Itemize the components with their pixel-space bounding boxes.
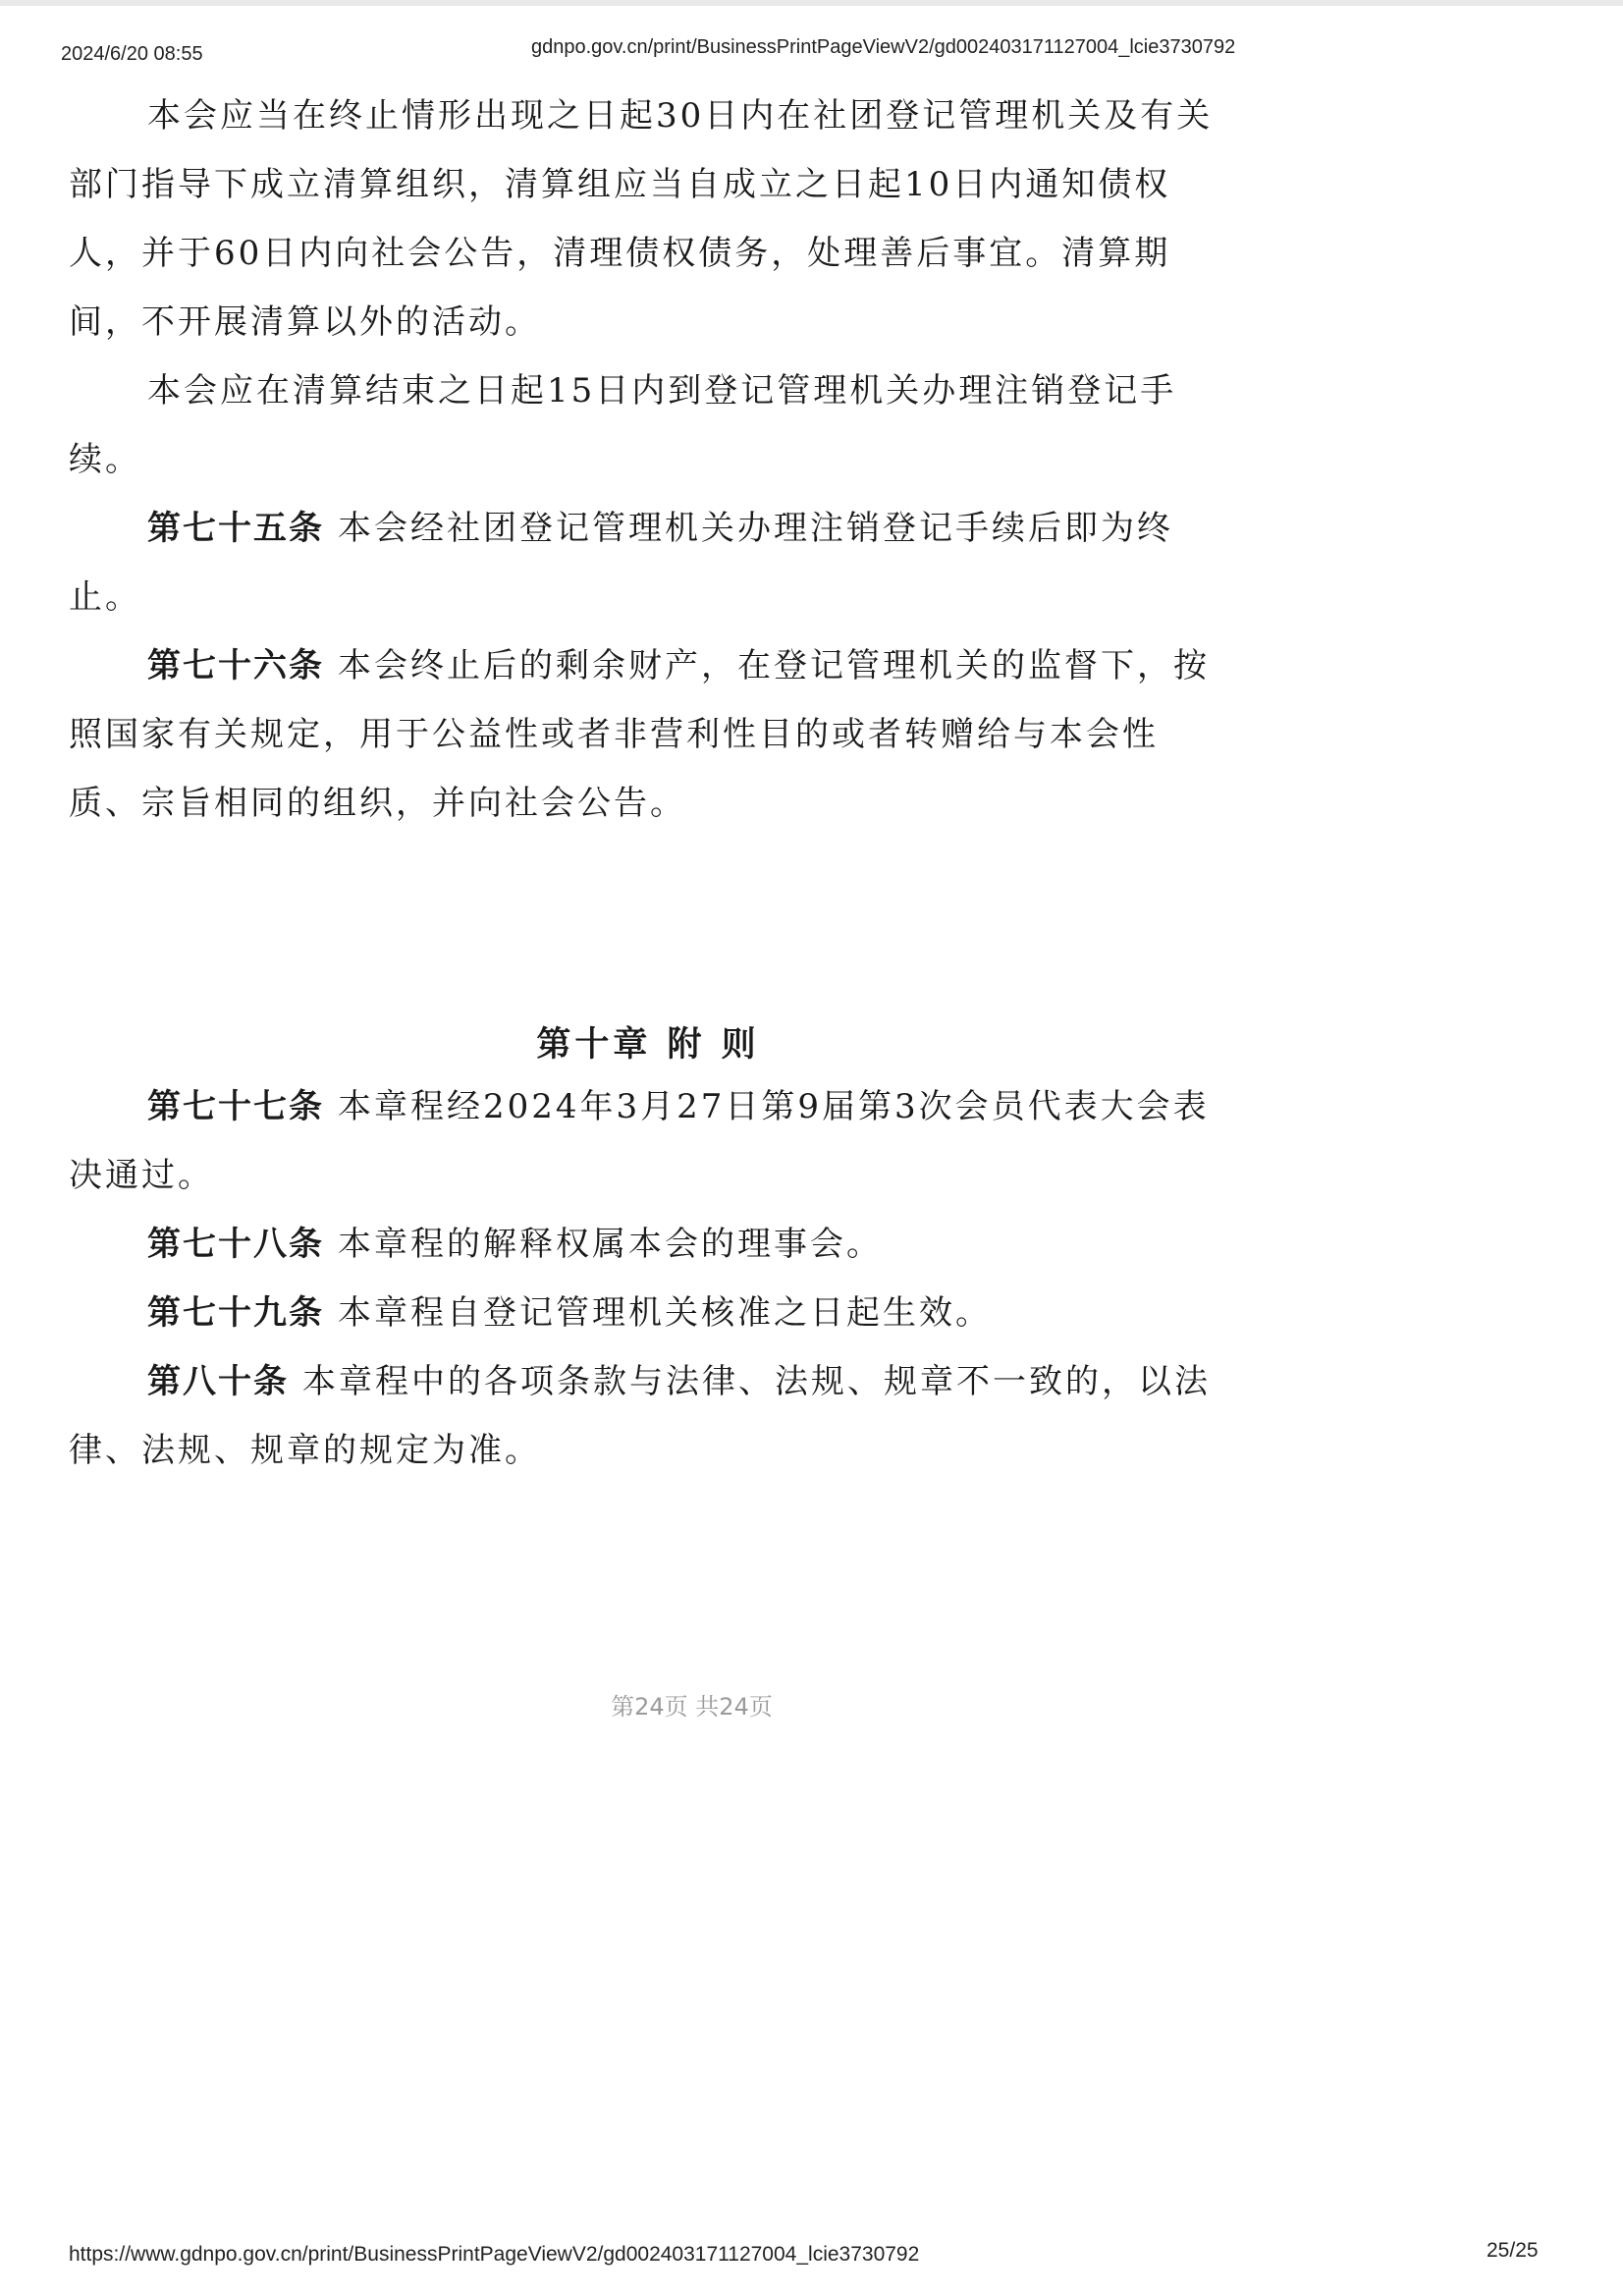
- article-number: 第七十五条: [147, 509, 324, 548]
- article-number: 第七十九条: [147, 1293, 324, 1333]
- document-body-section-1: [69, 82, 1227, 838]
- paragraph-text: 本会应当在终止情形出现之日起30日内在社团登记管理机关及有关部门指导下成立清算组织，清算组应当自成立之日起10日内通知债权人，并于60日内向社会公告，清理债权债务，处理善后事宜。清算期间，不开展清算以外的活动。: [69, 96, 1214, 342]
- paragraph-text: 本会应在清算结束之日起15日内到登记管理机关办理注销登记手续。: [69, 371, 1177, 479]
- print-url-footer: https://www.gdnpo.gov.cn/print/BusinessPrintPageViewV2/gd002403171127004_lcie3730792: [69, 2243, 920, 2266]
- paragraph-text: 本会终止后的剩余财产，在登记管理机关的监督下，按照国家有关规定，用于公益性或者非营利性目的或者转赠给与本会性质、宗旨相同的组织，并向社会公告。: [69, 646, 1210, 823]
- article-number: 第八十条: [147, 1362, 289, 1401]
- paragraph: [69, 494, 1227, 631]
- paragraph: [69, 1072, 1227, 1210]
- article-number: 第七十七条: [147, 1087, 324, 1126]
- chapter-title: 第十章 附 则: [536, 1025, 760, 1065]
- print-page-count: 25/25: [1487, 2239, 1539, 2262]
- paragraph-text: 本会经社团登记管理机关办理注销登记手续后即为终止。: [69, 509, 1173, 617]
- page-number: 第24页 共24页: [611, 1693, 773, 1721]
- document-body-section-2: [69, 1072, 1227, 1485]
- article-number: 第七十六条: [147, 646, 324, 685]
- article-number: 第七十八条: [147, 1225, 324, 1264]
- paragraph: [69, 82, 1227, 356]
- paragraph-text: 本章程的解释权属本会的理事会。: [338, 1225, 883, 1264]
- paragraph: [69, 1210, 1227, 1279]
- scan-top-edge: [0, 0, 1623, 6]
- paragraph-text: 本章程中的各项条款与法律、法规、规章不一致的，以法律、法规、规章的规定为准。: [69, 1362, 1211, 1470]
- print-url-header: gdnpo.gov.cn/print/BusinessPrintPageViewV2/gd002403171127004_lcie3730792: [531, 36, 1236, 58]
- paragraph-text: 本章程经2024年3月27日第9届第3次会员代表大会表决通过。: [69, 1087, 1210, 1195]
- paragraph: [69, 356, 1227, 494]
- paragraph: [69, 1279, 1227, 1347]
- paragraph: [69, 1347, 1227, 1485]
- print-datetime: 2024/6/20 08:55: [61, 43, 203, 65]
- paragraph: [69, 631, 1227, 838]
- paragraph-text: 本章程自登记管理机关核准之日起生效。: [338, 1293, 992, 1333]
